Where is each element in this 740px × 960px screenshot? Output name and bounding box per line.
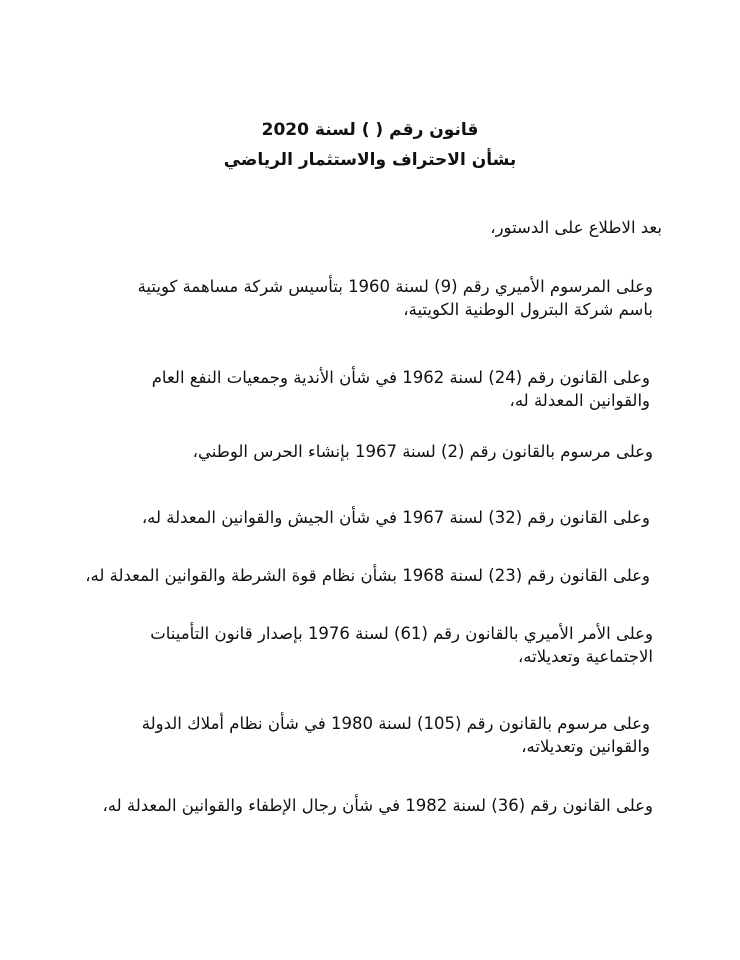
paragraph-line: وعلى الأمر الأميري بالقانون رقم (61) لسنة 1976 بإصدار قانون التأمينات [150, 624, 653, 643]
paragraph-line: الاجتماعية وتعديلاته، [517, 647, 653, 666]
paragraph-line: والقوانين وتعديلاته، [521, 737, 650, 756]
paragraph-line: وعلى مرسوم بالقانون رقم (2) لسنة 1967 بإنشاء الحرس الوطني، [192, 442, 653, 461]
law-title: قانون رقم ( ) لسنة 2020 [261, 120, 479, 140]
preamble-law-1967-army [142, 506, 650, 529]
preamble-law-1982-fire [102, 794, 653, 817]
preamble-decree-1960 [138, 275, 653, 321]
preamble-decree-1980 [142, 712, 650, 758]
paragraph-line: باسم شركة البترول الوطنية الكويتية، [403, 300, 653, 319]
paragraph-line: وعلى القانون رقم (23) لسنة 1968 بشأن نظام قوة الشرطة والقوانين المعدلة له، [85, 566, 650, 585]
preamble-law-1968-police [85, 564, 650, 587]
preamble-law-1962 [152, 366, 650, 412]
paragraph-line: والقوانين المعدلة له، [509, 391, 650, 410]
paragraph-line: وعلى مرسوم بالقانون رقم (105) لسنة 1980 في شأن نظام أملاك الدولة [141, 714, 650, 733]
paragraph-line: وعلى المرسوم الأميري رقم (9) لسنة 1960 بتأسيس شركة مساهمة كويتية [137, 277, 653, 296]
preamble-constitution [490, 216, 662, 239]
paragraph-line: وعلى القانون رقم (32) لسنة 1967 في شأن الجيش والقوانين المعدلة له، [141, 508, 650, 527]
law-subtitle: بشأن الاحتراف والاستثمار الرياضي [223, 150, 517, 170]
paragraph-line: وعلى القانون رقم (36) لسنة 1982 في شأن رجال الإطفاء والقوانين المعدلة له، [102, 796, 653, 815]
paragraph-line: بعد الاطلاع على الدستور، [490, 218, 662, 237]
preamble-order-1976 [150, 622, 653, 668]
paragraph-line: وعلى القانون رقم (24) لسنة 1962 في شأن الأندية وجمعيات النفع العام [151, 368, 650, 387]
preamble-decree-1967-guard [193, 440, 653, 463]
